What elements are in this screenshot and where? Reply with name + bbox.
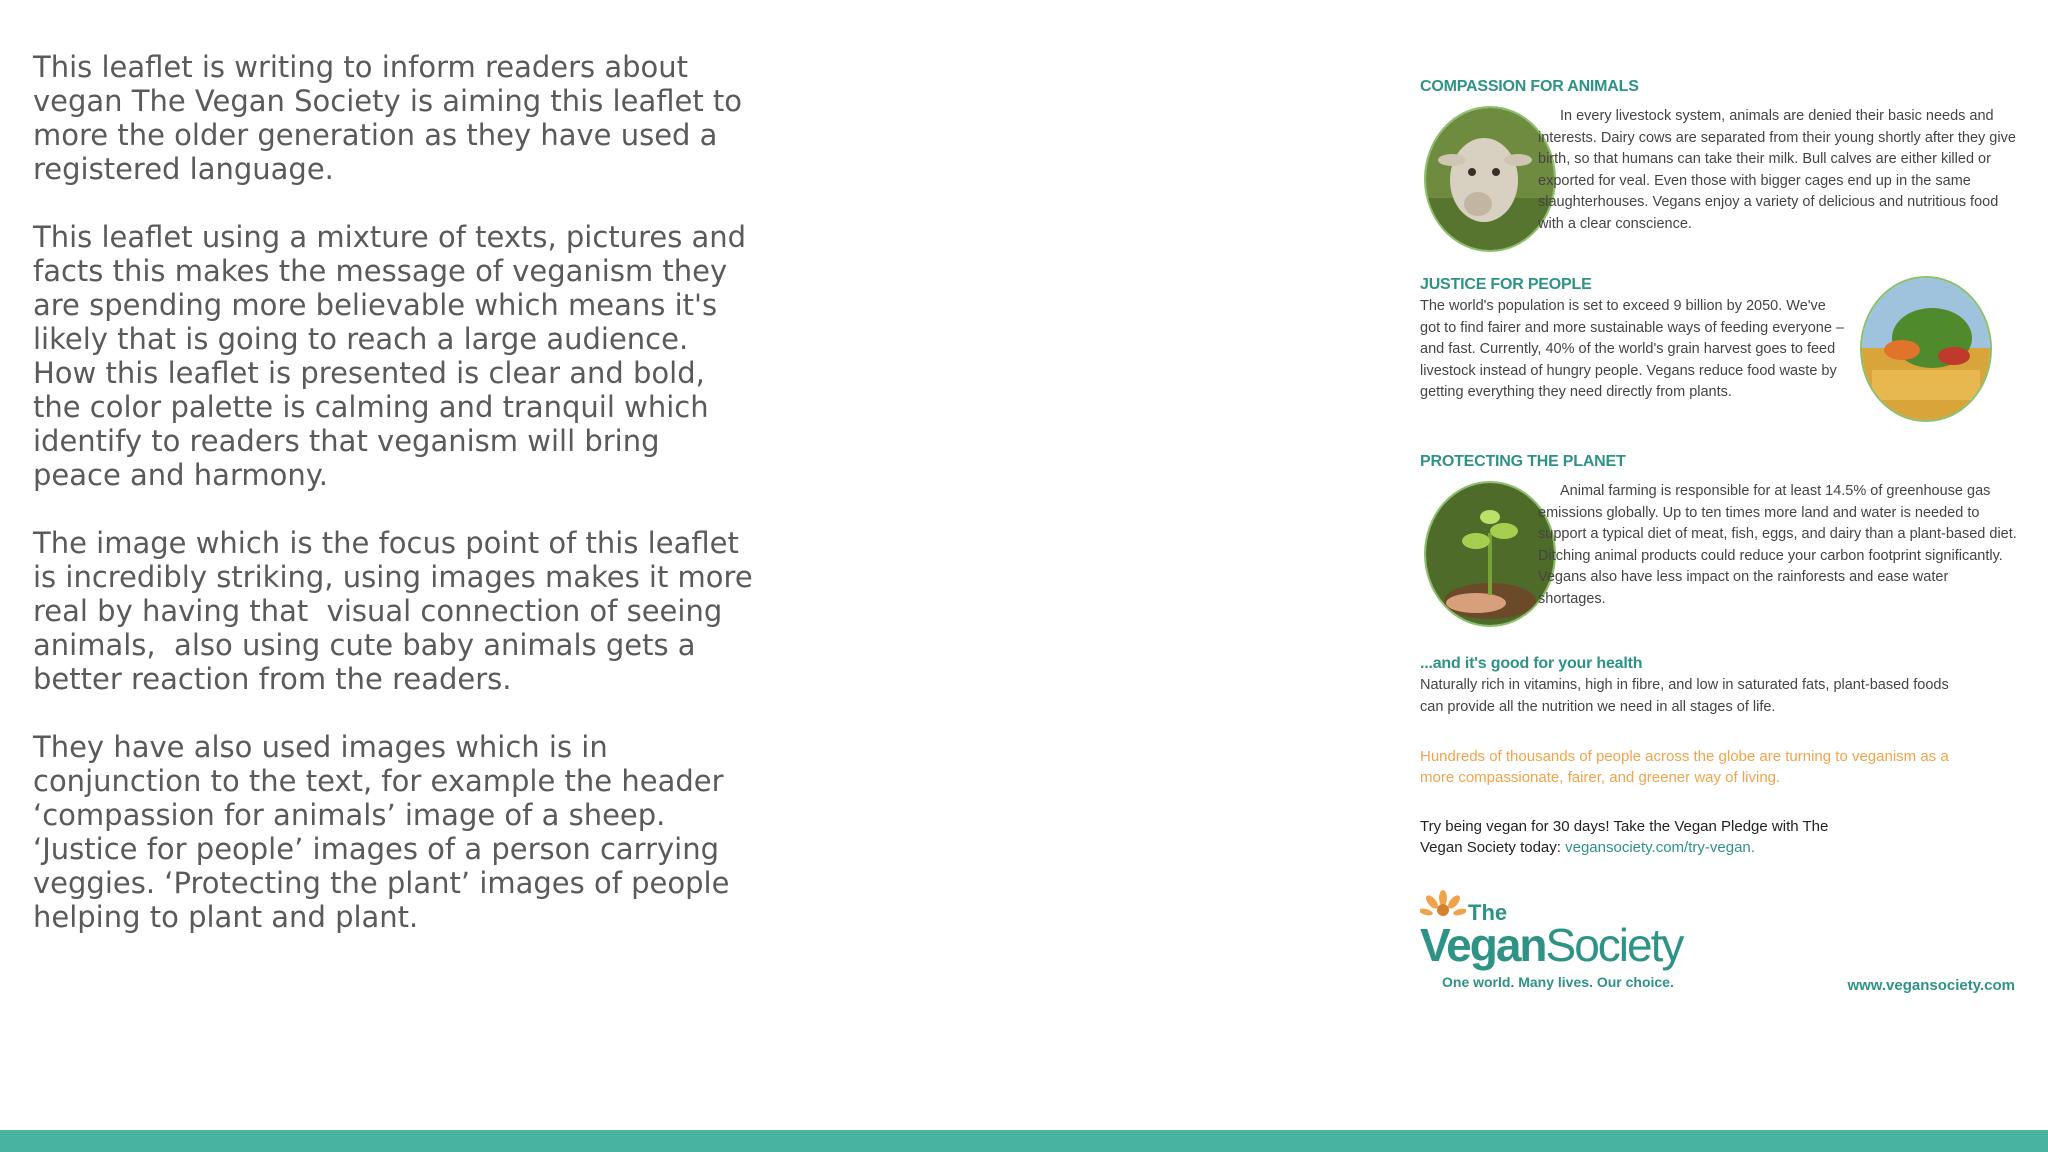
pledge-link[interactable]: vegansociety.com/try-vegan. — [1565, 839, 1755, 856]
essay-paragraph-1: This leaflet is writing to inform readers about vegan The Vegan Society is aiming this leaflet to more the older generation as they have used a registered language. — [33, 50, 752, 186]
compassion-heading: COMPASSION FOR ANIMALS — [1420, 78, 1639, 95]
health-section — [1420, 655, 2020, 718]
planet-body: Animal farming is responsible for at least 14.5% of greenhouse gas emissions globally. Up to ten times more land and water is needed to support a typical diet of meat, fish, eggs, and dairy than a plant-based diet. Ditching animal products could reduce your carbon footprint significantly. Vegans also have less impact on the rainforests and ease water shortages. — [1538, 483, 2017, 607]
orange-note — [1420, 746, 1980, 788]
footer-bar — [0, 1130, 2048, 1152]
logo-vegan: Vegan — [1420, 919, 1546, 971]
planet-section — [1420, 453, 2020, 607]
essay-text — [33, 50, 762, 968]
compassion-body: In every livestock system, animals are denied their basic needs and interests. Dairy cows are separated from their young shortly after they give birth, so that humans can take their milk. Bull calves are either killed or exported for veal. Even those with bigger cages end up in the same slaughterhouses. Vegans enjoy a variety of delicious and nutritious food with a clear conscience. — [1538, 108, 2016, 232]
logo-tagline: One world. Many lives. Our choice. — [1442, 974, 1674, 990]
compassion-section — [1420, 78, 2020, 232]
justice-body: The world's population is set to exceed 9 billion by 2050. We've got to find fairer and more sustainable ways of feeding everyone – and fast. Currently, 40% of the world's grain harvest goes to feed livestock instead of hungry people. Vegans reduce food waste by getting everything they need directly from plants. — [1420, 298, 1844, 400]
essay-paragraph-3: How this leaflet is presented is clear and bold, the color palette is calming and tranquil which identify to readers that veganism will bring peace and harmony. — [33, 356, 718, 492]
pledge-text: Try being vegan for 30 days! Take the Vegan Pledge with The Vegan Society today: — [1420, 818, 1829, 856]
health-heading: ...and it's good for your health — [1420, 655, 1643, 672]
website-link[interactable]: www.vegansociety.com — [1847, 977, 2015, 994]
pledge-section — [1420, 816, 1860, 858]
logo-society: Society — [1545, 919, 1683, 971]
orange-note-text: Hundreds of thousands of people across the globe are turning to veganism as a more compassionate, fairer, and greener way of living. — [1420, 748, 1949, 786]
health-body: Naturally rich in vitamins, high in fibre, and low in saturated fats, plant-based foods can provide all the nutrition we need in all stages of life. — [1420, 677, 1949, 715]
vegetables-photo — [1860, 276, 1992, 422]
logo-the: The — [1468, 900, 1508, 925]
essay-paragraph-5: They have also used images which is in conjunction to the text, for example the header ‘compassion for animals’ image of a sheep. ‘Justice for people’ images of a person carrying veggies. ‘Protecting the plant’ images of people helping to plant and plant. — [33, 730, 739, 934]
sheep-photo — [1424, 106, 1556, 252]
justice-section — [1420, 276, 2020, 400]
vegan-society-logo — [1420, 890, 1682, 990]
planet-heading: PROTECTING THE PLANET — [1420, 453, 1626, 470]
essay-paragraph-2: This leaflet using a mixture of texts, pictures and facts this makes the message of veganism they are spending more believable which means it's likely that is going to reach a large audience. — [33, 220, 756, 356]
seedling-photo — [1424, 481, 1556, 627]
justice-heading: JUSTICE FOR PEOPLE — [1420, 276, 1592, 293]
essay-paragraph-4: The image which is the focus point of this leaflet is incredibly striking, using images makes it more real by having that visual connection of seeing animals, also using cute baby animals gets a better reaction from the readers. — [33, 526, 762, 696]
